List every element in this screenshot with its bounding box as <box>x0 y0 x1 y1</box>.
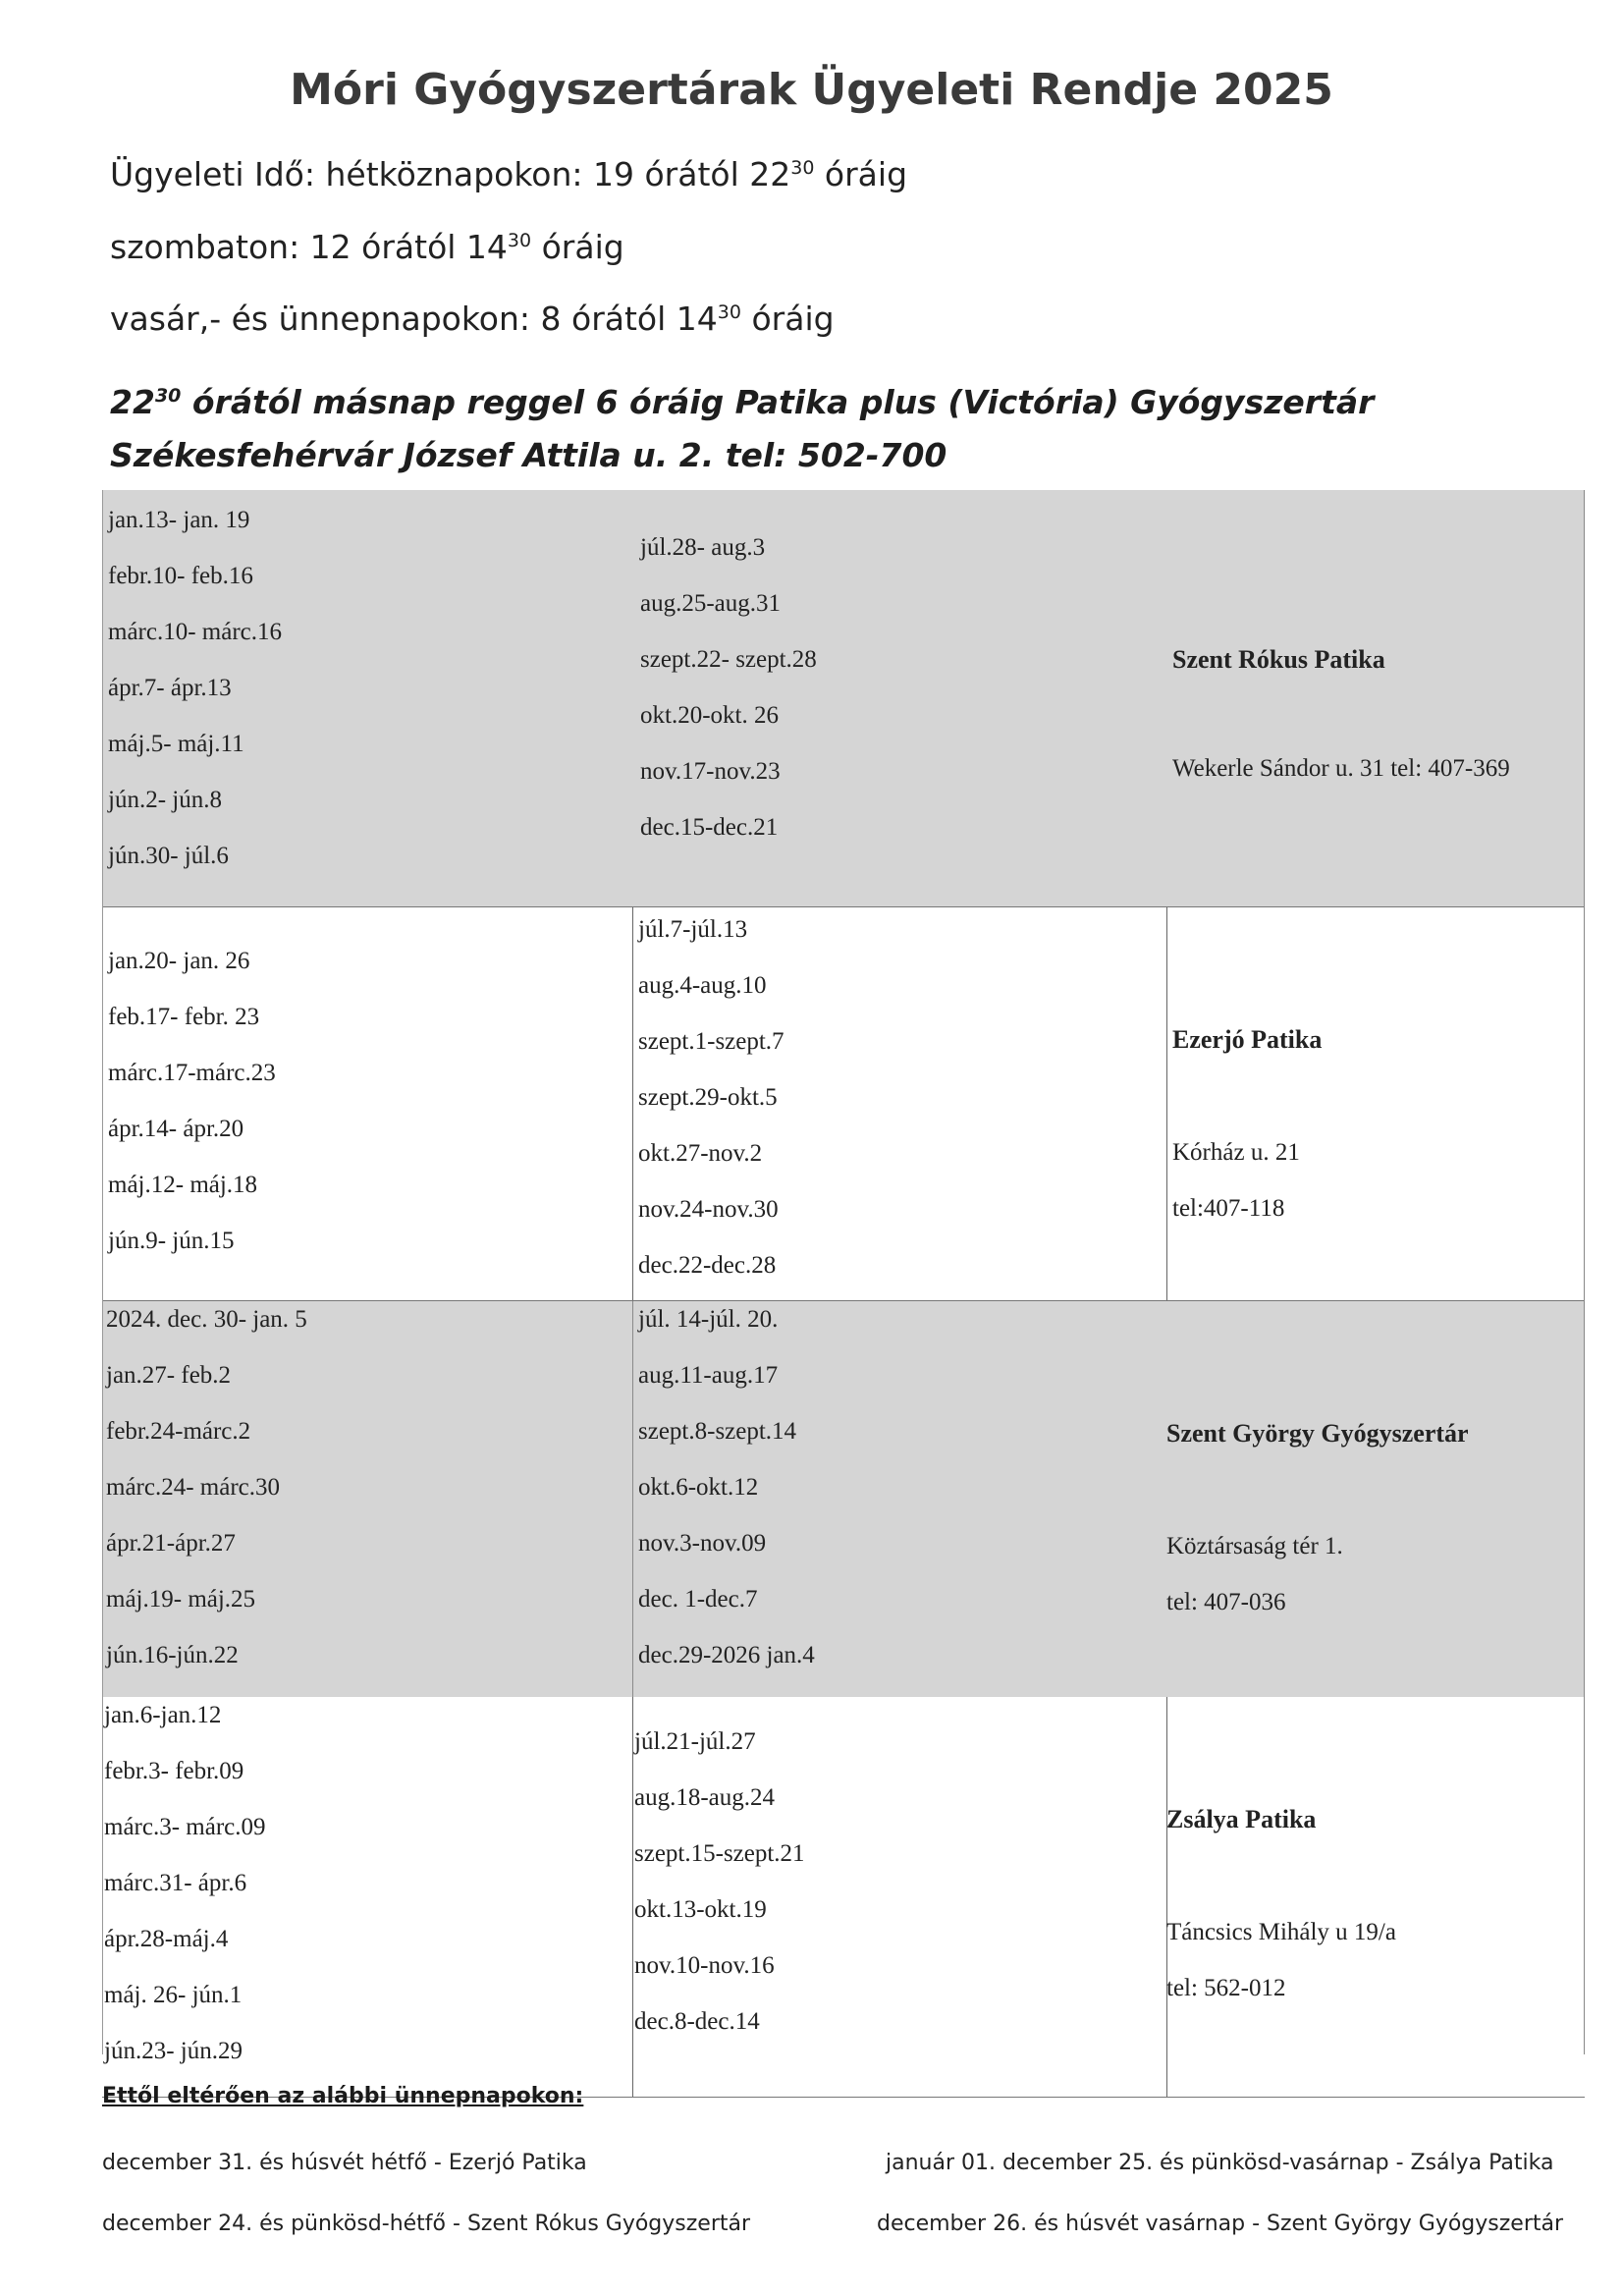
dates-column-first-half <box>108 933 276 1269</box>
sunday-hours-suffix: óráig <box>740 300 835 338</box>
pharmacy-name: Szent György Gyógyszertár <box>1166 1419 1469 1448</box>
table-left-border <box>102 490 103 2054</box>
weekday-hours-suffix: óráig <box>814 155 908 193</box>
night-duty-sup: 30 <box>154 385 182 407</box>
date-range: aug.25-aug.31 <box>640 590 782 617</box>
date-range: júl.21-júl.27 <box>634 1728 756 1755</box>
date-range: júl.28- aug.3 <box>640 534 766 561</box>
night-duty-hour: 22 <box>110 383 155 421</box>
date-range: júl. 14-júl. 20. <box>638 1306 779 1333</box>
dates-column-second-half <box>640 519 817 855</box>
date-range: okt.27-nov.2 <box>638 1140 763 1167</box>
date-range: jún.16-jún.22 <box>106 1642 239 1668</box>
column-divider <box>632 1697 633 2097</box>
holiday-item: december 24. és pünkösd-hétfő - Szent Rókus Gyógyszertár <box>102 2212 751 2236</box>
date-range: okt.6-okt.12 <box>638 1474 759 1501</box>
date-range: dec.29-2026 jan.4 <box>638 1642 815 1668</box>
dates-column-second-half <box>634 1714 805 2050</box>
date-range: szept.22- szept.28 <box>640 646 817 673</box>
date-range: márc.24- márc.30 <box>106 1474 281 1501</box>
column-divider <box>1166 1697 1167 2097</box>
date-range: jún.9- jún.15 <box>108 1228 235 1254</box>
date-range: máj.5- máj.11 <box>108 731 244 757</box>
date-range: szept.1-szept.7 <box>638 1028 784 1055</box>
pharmacy-block-szent-gyorgy <box>102 1301 1585 1697</box>
date-range: feb.17- febr. 23 <box>108 1004 260 1030</box>
dates-column-first-half <box>108 492 282 884</box>
date-range: nov.3-nov.09 <box>638 1530 767 1557</box>
date-range: febr.3- febr.09 <box>104 1758 244 1784</box>
date-range: okt.20-okt. 26 <box>640 702 779 729</box>
date-range: máj.19- máj.25 <box>106 1586 256 1613</box>
date-range: nov.24-nov.30 <box>638 1196 779 1223</box>
pharmacy-address: Wekerle Sándor u. 31 tel: 407-369 <box>1172 755 1510 782</box>
date-range: dec.22-dec.28 <box>638 1252 777 1279</box>
weekday-hours-line <box>110 155 907 193</box>
column-divider <box>632 1301 633 1697</box>
pharmacy-phone: tel: 407-036 <box>1166 1589 1286 1615</box>
date-range: dec.8-dec.14 <box>634 2008 760 2035</box>
pharmacy-phone: tel: 562-012 <box>1166 1975 1286 2001</box>
date-range: máj.12- máj.18 <box>108 1172 258 1198</box>
date-range: okt.13-okt.19 <box>634 1896 767 1923</box>
holiday-item: január 01. december 25. és pünkösd-vasárnap - Zsálya Patika <box>886 2151 1554 2175</box>
date-range: jún.30- júl.6 <box>108 843 229 869</box>
date-range: márc.3- márc.09 <box>104 1814 266 1840</box>
sunday-hours-line <box>110 300 835 338</box>
weekday-hours-text: Ügyeleti Idő: hétköznapokon: 19 órától 22 <box>110 155 791 193</box>
holiday-item: december 26. és húsvét vasárnap - Szent György Gyógyszertár <box>877 2212 1564 2236</box>
pharmacy-address: Táncsics Mihály u 19/a <box>1166 1919 1396 1945</box>
night-duty-text: órától másnap reggel 6 óráig Patika plus (Victória) Gyógyszertár Székesfehérvár József Attila u. 2. tel: 502-700 <box>110 383 1375 474</box>
date-range: szept.15-szept.21 <box>634 1840 805 1867</box>
date-range: jan.13- jan. 19 <box>108 507 250 533</box>
date-range: ápr.21-ápr.27 <box>106 1530 236 1557</box>
pharmacy-block-ezerjo <box>102 906 1585 1301</box>
date-range: márc.17-márc.23 <box>108 1060 276 1086</box>
pharmacy-phone: tel:407-118 <box>1172 1195 1285 1222</box>
date-range: ápr.14- ápr.20 <box>108 1116 244 1142</box>
date-range: febr.24-márc.2 <box>106 1418 251 1445</box>
date-range: márc.31- ápr.6 <box>104 1870 247 1896</box>
date-range: júl.7-júl.13 <box>638 916 748 943</box>
pharmacy-address: Kórház u. 21 <box>1172 1139 1300 1166</box>
saturday-hours-suffix: óráig <box>531 228 624 266</box>
column-divider <box>1166 907 1167 1300</box>
date-range: dec.15-dec.21 <box>640 814 779 841</box>
dates-column-second-half <box>638 902 784 1293</box>
dates-column-first-half <box>106 1291 307 1683</box>
holiday-item: december 31. és húsvét hétfő - Ezerjó Patika <box>102 2151 587 2175</box>
date-range: 2024. dec. 30- jan. 5 <box>106 1306 307 1333</box>
holiday-heading: Ettől eltérően az alábbi ünnepnapokon: <box>102 2084 584 2108</box>
date-range: aug.18-aug.24 <box>634 1784 776 1811</box>
date-range: jan.27- feb.2 <box>106 1362 232 1389</box>
column-divider <box>632 907 633 1300</box>
date-range: aug.11-aug.17 <box>638 1362 779 1389</box>
table-right-border <box>1584 490 1585 2054</box>
weekday-hours-sup: 30 <box>790 157 815 179</box>
pharmacy-address: Köztársaság tér 1. <box>1166 1533 1343 1559</box>
date-range: nov.17-nov.23 <box>640 758 781 785</box>
saturday-hours-line <box>110 228 624 266</box>
date-range: szept.8-szept.14 <box>638 1418 797 1445</box>
saturday-hours-sup: 30 <box>507 230 532 251</box>
date-range: aug.4-aug.10 <box>638 972 767 999</box>
date-range: nov.10-nov.16 <box>634 1952 775 1979</box>
date-range: jan.20- jan. 26 <box>108 948 250 974</box>
night-duty-notice <box>110 369 1563 482</box>
date-range: szept.29-okt.5 <box>638 1084 778 1111</box>
dates-column-second-half <box>638 1291 815 1683</box>
saturday-hours-text: szombaton: 12 órától 14 <box>110 228 508 266</box>
date-range: jún.2- jún.8 <box>108 787 222 813</box>
date-range: ápr.7- ápr.13 <box>108 675 232 701</box>
sunday-hours-sup: 30 <box>717 301 741 323</box>
pharmacy-name: Szent Rókus Patika <box>1172 645 1385 674</box>
date-range: dec. 1-dec.7 <box>638 1586 758 1613</box>
date-range: jún.23- jún.29 <box>104 2038 243 2064</box>
date-range: febr.10- feb.16 <box>108 563 253 589</box>
date-range: ápr.28-máj.4 <box>104 1926 229 1952</box>
pharmacy-block-zsalya <box>102 1697 1585 2098</box>
dates-column-first-half <box>104 1687 266 2079</box>
pharmacy-name: Ezerjó Patika <box>1172 1025 1323 1054</box>
sunday-hours-text: vasár,- és ünnepnapokon: 8 órától 14 <box>110 300 718 338</box>
pharmacy-block-szent-rokus <box>102 490 1585 906</box>
date-range: máj. 26- jún.1 <box>104 1982 243 2008</box>
page-title: Móri Gyógyszertárak Ügyeleti Rendje 2025 <box>290 65 1333 115</box>
date-range: márc.10- márc.16 <box>108 619 283 645</box>
pharmacy-name: Zsálya Patika <box>1166 1805 1317 1833</box>
date-range: jan.6-jan.12 <box>104 1702 222 1728</box>
